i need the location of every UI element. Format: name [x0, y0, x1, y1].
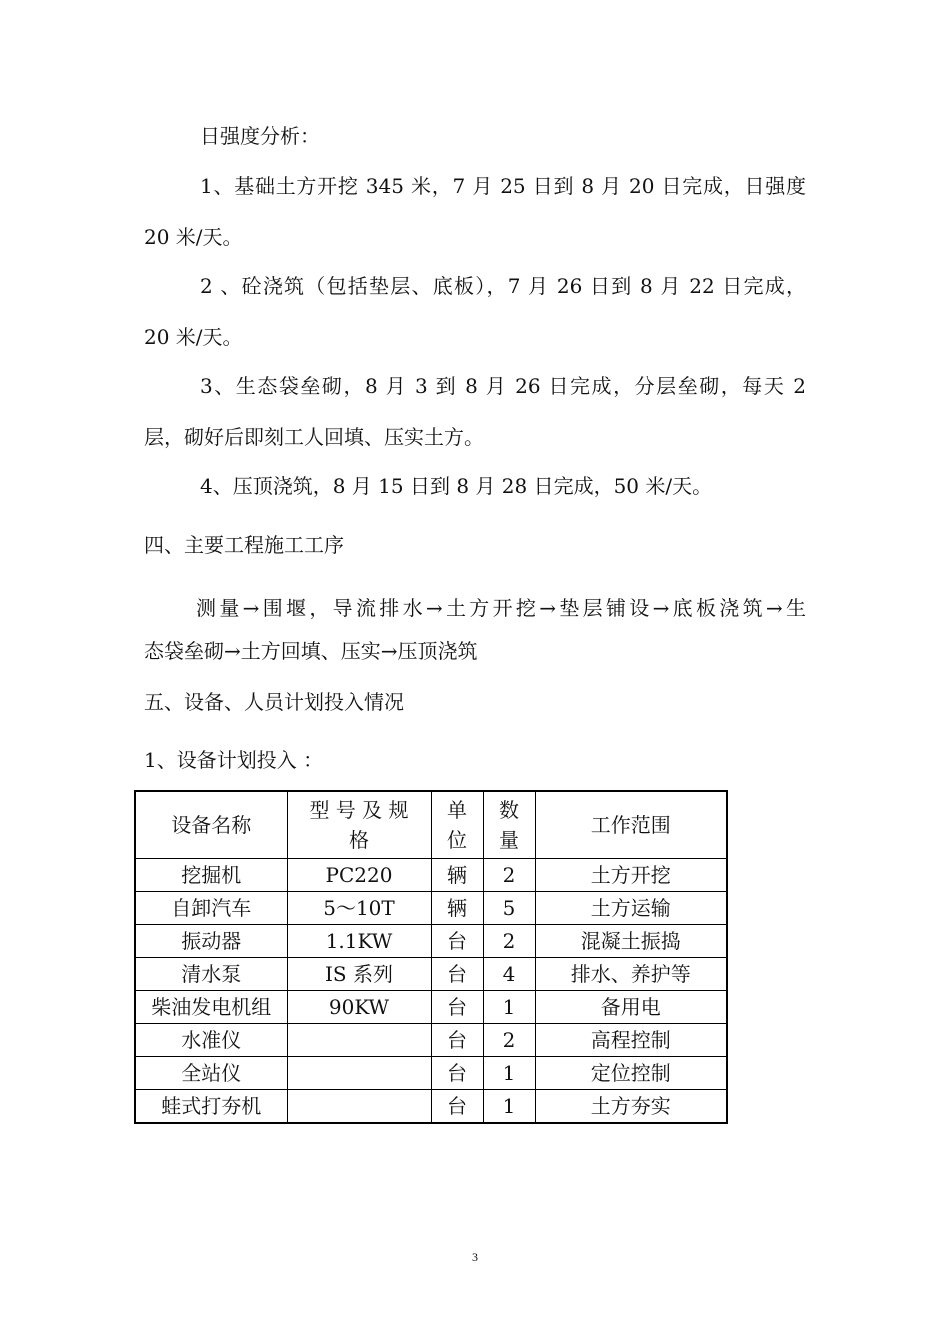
- intensity-item-1-line-1: 1、基础土方开挖 345 米，7 月 25 日到 8 月 20 日完成，日强度: [200, 174, 806, 198]
- cell-model: IS 系列: [287, 958, 431, 991]
- page-number: 3: [472, 1250, 478, 1264]
- cell-scope: 高程控制: [535, 1024, 727, 1057]
- intensity-heading: 日强度分析：: [200, 124, 320, 148]
- equipment-subheading: 1、设备计划投入 ：: [144, 748, 324, 772]
- cell-scope: 土方夯实: [535, 1090, 727, 1124]
- header-unit: [431, 791, 483, 859]
- cell-scope: 混凝土振捣: [535, 925, 727, 958]
- table-row: [135, 892, 727, 925]
- cell-name: 振动器: [135, 925, 287, 958]
- header-scope: 工作范围: [535, 791, 727, 859]
- cell-model: [287, 1024, 431, 1057]
- table-row: [135, 1090, 727, 1124]
- cell-qty: 4: [483, 958, 535, 991]
- header-qty-line-1: 数: [499, 798, 519, 822]
- cell-name: 清水泵: [135, 958, 287, 991]
- header-name: 设备名称: [135, 791, 287, 859]
- cell-scope: 备用电: [535, 991, 727, 1024]
- process-line-2: 态袋垒砌→土方回填、压实→压顶浇筑: [144, 639, 478, 663]
- table-row: [135, 958, 727, 991]
- intensity-item-1-line-2: 20 米/天。: [144, 225, 243, 249]
- cell-unit: 台: [431, 958, 483, 991]
- cell-unit: 台: [431, 1024, 483, 1057]
- header-qty-line-2: 量: [499, 828, 519, 852]
- section-4-heading: 四、主要工程施工工序: [144, 533, 344, 557]
- cell-model: PC220: [287, 859, 431, 892]
- section-5-heading: 五、设备、人员计划投入情况: [144, 690, 404, 714]
- header-model: [287, 791, 431, 859]
- header-unit-line-1: 单: [447, 798, 467, 822]
- intensity-item-4: 4、压顶浇筑，8 月 15 日到 8 月 28 日完成，50 米/天。: [200, 474, 713, 498]
- cell-unit: 台: [431, 925, 483, 958]
- cell-name: 水准仪: [135, 1024, 287, 1057]
- header-model-line-2: 格: [349, 828, 369, 852]
- intensity-item-3-line-1: 3、生态袋垒砌，8 月 3 到 8 月 26 日完成，分层垒砌，每天 2: [200, 374, 806, 398]
- equipment-table: [134, 790, 728, 1124]
- cell-name: 挖掘机: [135, 859, 287, 892]
- cell-scope: 排水、养护等: [535, 958, 727, 991]
- cell-unit: 台: [431, 1090, 483, 1124]
- cell-name: 柴油发电机组: [135, 991, 287, 1024]
- table-row: [135, 925, 727, 958]
- cell-scope: 土方运输: [535, 892, 727, 925]
- cell-model: [287, 1090, 431, 1124]
- header-qty: [483, 791, 535, 859]
- table-row: [135, 859, 727, 892]
- cell-unit: 台: [431, 991, 483, 1024]
- header-model-line-1: 型 号 及 规: [309, 798, 409, 822]
- cell-name: 全站仪: [135, 1057, 287, 1090]
- process-line-1: 测量→围堰，导流排水→土方开挖→垫层铺设→底板浇筑→生: [196, 596, 806, 620]
- header-unit-line-2: 位: [447, 828, 467, 852]
- cell-name: 自卸汽车: [135, 892, 287, 925]
- cell-unit: 台: [431, 1057, 483, 1090]
- table-row: [135, 1024, 727, 1057]
- cell-qty: 1: [483, 1090, 535, 1124]
- intensity-item-3-line-2: 层，砌好后即刻工人回填、压实土方。: [144, 425, 484, 449]
- cell-model: 1.1KW: [287, 925, 431, 958]
- cell-qty: 1: [483, 991, 535, 1024]
- cell-model: [287, 1057, 431, 1090]
- table-header-row: [135, 791, 727, 859]
- cell-qty: 2: [483, 1024, 535, 1057]
- cell-name: 蛙式打夯机: [135, 1090, 287, 1124]
- cell-model: 90KW: [287, 991, 431, 1024]
- cell-qty: 5: [483, 892, 535, 925]
- cell-scope: 土方开挖: [535, 859, 727, 892]
- table-row: [135, 991, 727, 1024]
- cell-unit: 辆: [431, 892, 483, 925]
- cell-qty: 2: [483, 859, 535, 892]
- cell-qty: 1: [483, 1057, 535, 1090]
- intensity-item-2-line-2: 20 米/天。: [144, 325, 243, 349]
- cell-qty: 2: [483, 925, 535, 958]
- intensity-item-2-line-1: 2 、砼浇筑（包括垫层、底板），7 月 26 日到 8 月 22 日完成，: [200, 274, 806, 298]
- table-row: [135, 1057, 727, 1090]
- cell-model: 5～10T: [287, 892, 431, 925]
- cell-scope: 定位控制: [535, 1057, 727, 1090]
- cell-unit: 辆: [431, 859, 483, 892]
